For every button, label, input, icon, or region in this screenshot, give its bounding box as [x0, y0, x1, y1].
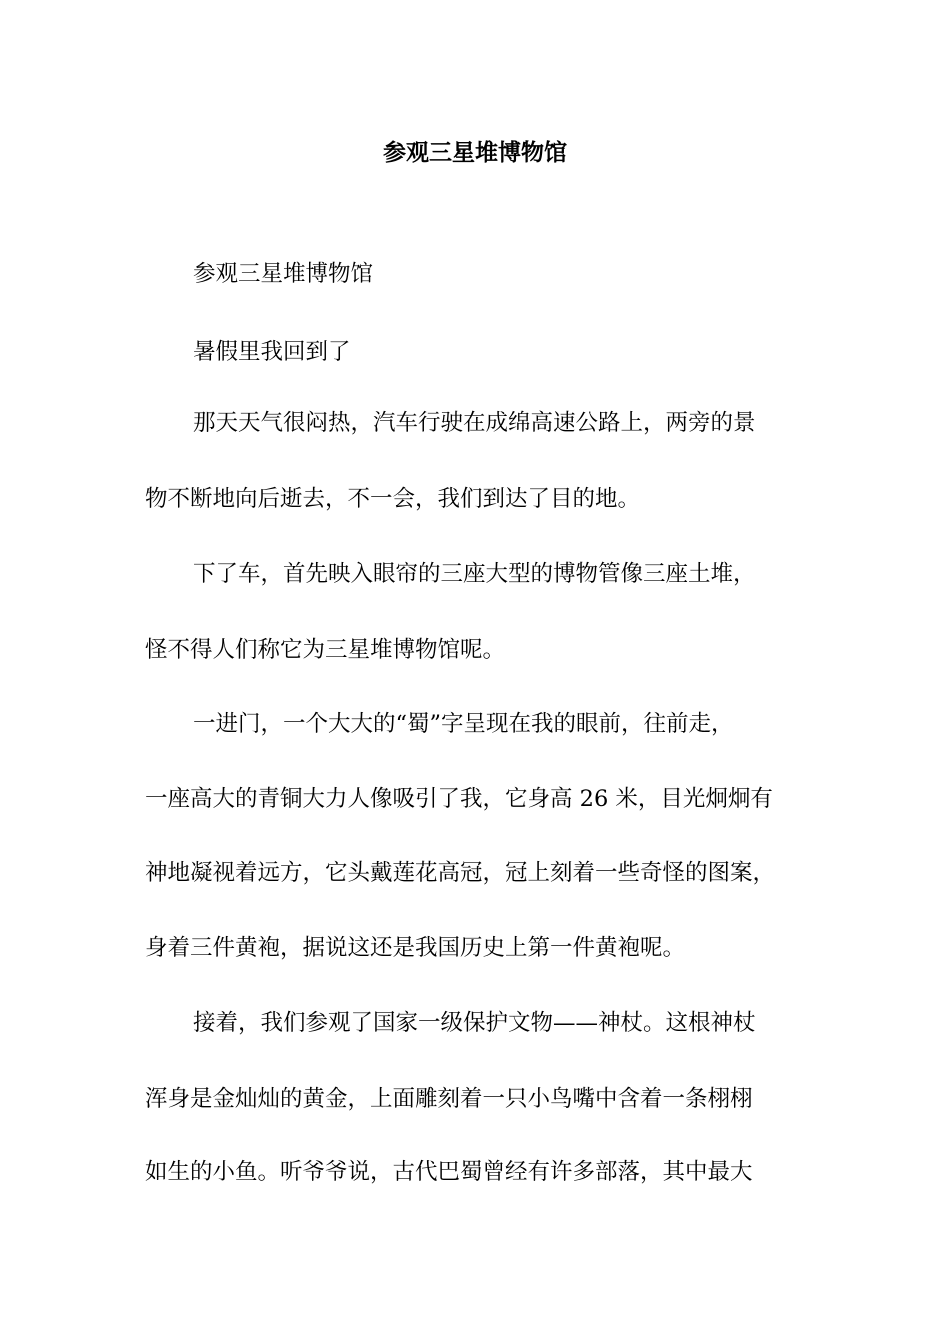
paragraph-line: 浑身是金灿灿的黄金，上面雕刻着一只小鸟嘴中含着一条栩栩	[145, 1086, 753, 1112]
paragraph-line: 参观三星堆博物馆	[193, 261, 374, 287]
paragraph-line: 物不断地向后逝去，不一会，我们到达了目的地。	[145, 486, 641, 512]
paragraph-line: 暑假里我回到了	[193, 339, 351, 365]
paragraph-line: 神地凝视着远方，它头戴莲花高冠，冠上刻着一些奇怪的图案，	[145, 860, 776, 886]
paragraph-line: 身着三件黄袍，据说这还是我国历史上第一件黄袍呢。	[145, 935, 686, 961]
paragraph-line: 如生的小鱼。听爷爷说，古代巴蜀曾经有许多部落，其中最大	[145, 1159, 753, 1185]
paragraph-line: 一座高大的青铜大力人像吸引了我，它身高 26 米，目光炯炯有	[145, 786, 773, 812]
paragraph-line: 下了车，首先映入眼帘的三座大型的博物管像三座土堆，	[193, 561, 756, 587]
paragraph-line: 一进门，一个大大的“蜀”字呈现在我的眼前，往前走，	[193, 711, 734, 737]
paragraph-line: 怪不得人们称它为三星堆博物馆呢。	[145, 637, 506, 663]
paragraph-line: 那天天气很闷热，汽车行驶在成绵高速公路上，两旁的景	[193, 410, 756, 436]
paragraph-line: 接着，我们参观了国家一级保护文物——神杖。这根神杖	[193, 1010, 756, 1036]
document-title: 参观三星堆博物馆	[383, 139, 567, 166]
